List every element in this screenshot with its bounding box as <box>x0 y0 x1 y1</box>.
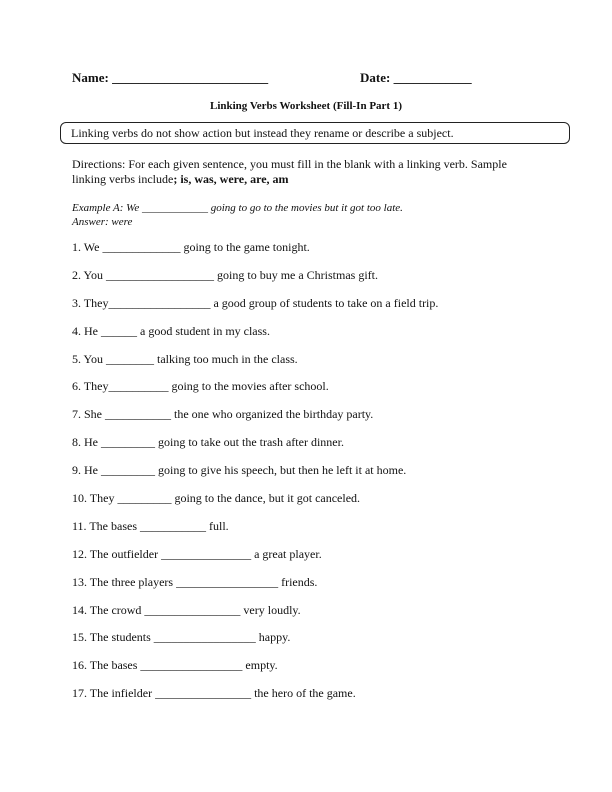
exercise-item[interactable]: 9. He _________ going to give his speech, but then he left it at home. <box>72 463 407 478</box>
definition-box <box>60 122 570 144</box>
exercise-item[interactable]: 3. They_________________ a good group of students to take on a field trip. <box>72 295 439 310</box>
exercise-item[interactable]: 14. The crowd ________________ very loudly. <box>72 602 301 617</box>
worksheet-title: Linking Verbs Worksheet (Fill-In Part 1) <box>209 100 402 112</box>
name-field[interactable] <box>72 70 268 86</box>
example-sentence: Example A: We ____________ going to go to the movies but it got too late. <box>72 202 403 214</box>
exercise-list <box>72 240 552 714</box>
date-label: Date: <box>360 70 391 85</box>
exercise-item[interactable]: 10. They _________ going to the dance, but it got canceled. <box>72 491 361 506</box>
exercise-item[interactable]: 13. The three players _________________ friends. <box>72 574 318 589</box>
exercise-item[interactable]: 15. The students _________________ happy. <box>72 630 291 645</box>
name-label: Name: <box>72 70 109 85</box>
definition-text: Linking verbs do not show action but instead they rename or describe a subject. <box>71 126 454 140</box>
header-row <box>72 70 542 88</box>
exercise-item[interactable]: 4. He ______ a good student in my class. <box>72 323 270 338</box>
exercise-item[interactable]: 2. You __________________ going to buy me a Christmas gift. <box>72 267 379 282</box>
directions-line-2-text: linking verbs include <box>72 172 174 186</box>
exercise-item[interactable]: 11. The bases ___________ full. <box>72 518 229 533</box>
exercise-item[interactable]: 8. He _________ going to take out the trash after dinner. <box>72 435 344 450</box>
exercise-item[interactable]: 12. The outfielder _______________ a great player. <box>72 546 322 561</box>
exercise-item[interactable]: 7. She ___________ the one who organized the birthday party. <box>72 407 374 422</box>
exercise-item[interactable]: 5. You ________ talking too much in the class. <box>72 351 298 366</box>
exercise-item[interactable]: 6. They__________ going to the movies after school. <box>72 379 329 394</box>
date-blank: ____________ <box>393 70 472 85</box>
example <box>72 201 542 229</box>
directions-line-2 <box>72 172 542 187</box>
directions <box>72 157 542 187</box>
sample-verbs: ; is, was, were, are, am <box>173 172 289 186</box>
directions-line-1: Directions: For each given sentence, you must fill in the blank with a linking verb. Sample <box>72 157 507 171</box>
example-answer: Answer: were <box>72 216 133 228</box>
exercise-item[interactable]: 1. We _____________ going to the game tonight. <box>72 240 310 254</box>
date-field[interactable] <box>360 70 472 86</box>
exercise-item[interactable]: 16. The bases _________________ empty. <box>72 658 278 673</box>
exercise-item[interactable]: 17. The infielder ________________ the hero of the game. <box>72 686 356 701</box>
name-blank: ________________________ <box>112 70 269 85</box>
